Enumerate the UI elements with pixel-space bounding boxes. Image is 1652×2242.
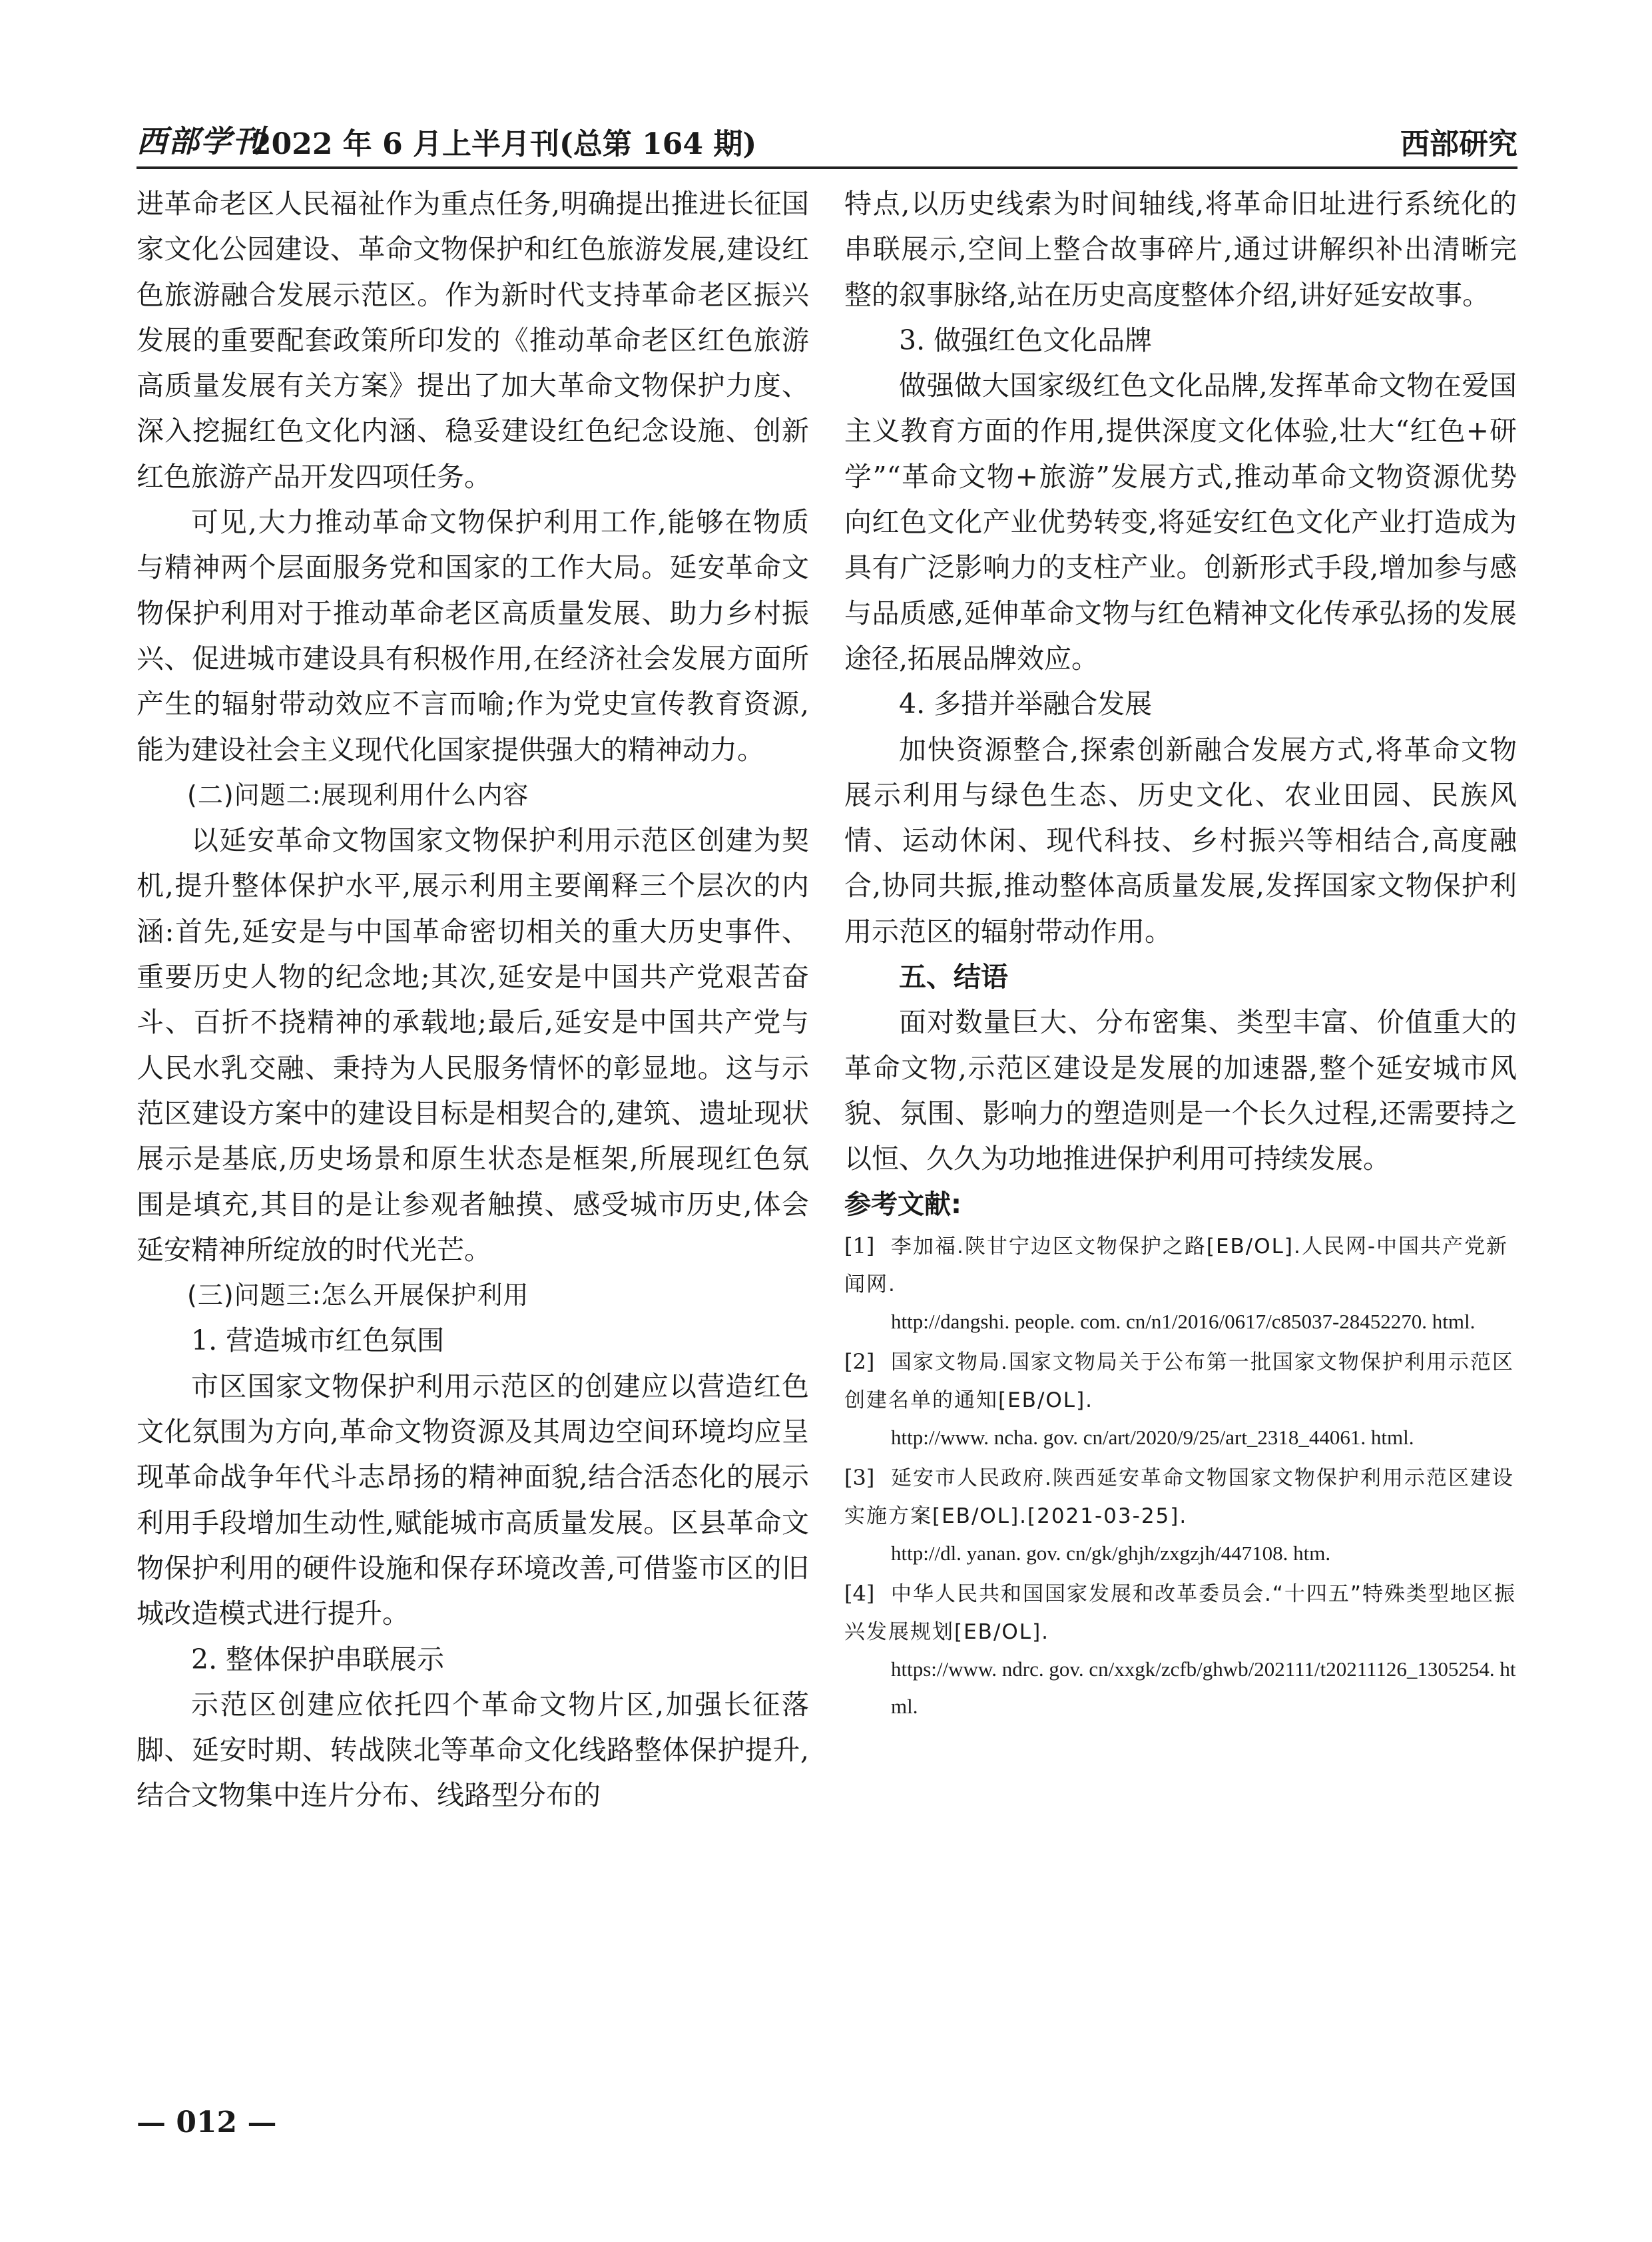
numbered-subheading: 4. 多措并举融合发展 bbox=[899, 688, 1153, 720]
issue-info: 2022 年 6 月上半月刊(总第 164 期) bbox=[251, 127, 757, 161]
reference-url: http://www. ncha. gov. cn/art/2020/9/25/art_2318_44061. html. bbox=[891, 1425, 1414, 1449]
paragraph: 市区国家文物保护利用示范区的创建应以营造红色文化氛围为方向,革命文物资源及其周边空间环境均应呈现革命战争年代斗志昂扬的精神面貌,结合活态化的展示利用手段增加生动性,赋能城市高质量发展。区县革命文物保护利用的硬件设施和保存环境改善,可借鉴市区的旧城改造模式进行提升。 bbox=[137, 1370, 809, 1630]
numbered-subheading: 3. 做强红色文化品牌 bbox=[899, 324, 1153, 356]
reference-text: 李加福.陕甘宁边区文物保护之路[EB/OL].人民网-中国共产党新闻网. bbox=[844, 1234, 1509, 1296]
reference-number: [2] bbox=[844, 1348, 875, 1374]
page-number: — 012 — bbox=[137, 2105, 277, 2139]
references-title: 参考文献: bbox=[844, 1189, 962, 1220]
reference-number: [4] bbox=[844, 1580, 875, 1606]
reference-url: http://dl. yanan. gov. cn/gk/ghjh/zxgzjh/447108. htm. bbox=[891, 1541, 1331, 1565]
paragraph: 以延安革命文物国家文物保护利用示范区创建为契机,提升整体保护水平,展示利用主要阐释三个层次的内涵:首先,延安是与中国革命密切相关的重大历史事件、重要历史人物的纪念地;其次,延安是中国共产党艰苦奋斗、百折不挠精神的承载地;最后,延安是中国共产党与人民水乳交融、秉持为人民服务情怀的彰显地。这与示范区建设方案中的建设目标是相契合的,建筑、遗址现状展示是基底,历史场景和原生状态是框架,所展现红色氛围是填充,其目的是让参观者触摸、感受城市历史,体会延安精神所绽放的时代光芒。 bbox=[137, 824, 809, 1266]
reference-url: http://dangshi. people. com. cn/n1/2016/0617/c85037-28452270. html. bbox=[891, 1309, 1476, 1333]
numbered-subheading: 1. 营造城市红色氛围 bbox=[191, 1324, 445, 1357]
journal-logo: 西部学刊 bbox=[137, 123, 264, 159]
reference-number: [1] bbox=[844, 1233, 875, 1259]
reference-number: [3] bbox=[844, 1464, 875, 1490]
reference-item bbox=[844, 1459, 1517, 1572]
references-list bbox=[844, 1227, 1517, 1725]
section-heading: 五、结语 bbox=[899, 961, 1008, 993]
reference-item bbox=[844, 1343, 1517, 1456]
paragraph: 加快资源整合,探索创新融合发展方式,将革命文物展示利用与绿色生态、历史文化、农业田园、民族风情、运动休闲、现代科技、乡村振兴等相结合,高度融合,协同共振,推动整体高质量发展,发挥国家文物保护利用示范区的辐射带动作用。 bbox=[844, 733, 1517, 948]
paragraph: 进革命老区人民福祉作为重点任务,明确提出推进长征国家文化公园建设、革命文物保护和红色旅游发展,建设红色旅游融合发展示范区。作为新时代支持革命老区振兴发展的重要配套政策所印发的《推动革命老区红色旅游高质量发展有关方案》提出了加大革命文物保护力度、深入挖掘红色文化内涵、稳妥建设红色纪念设施、创新红色旅游产品开发四项任务。 bbox=[137, 188, 809, 493]
paragraph: 示范区创建应依托四个革命文物片区,加强长征落脚、延安时期、转战陕北等革命文化线路整体保护提升,结合文物集中连片分布、线路型分布的 bbox=[137, 1688, 809, 1812]
left-column bbox=[137, 181, 809, 1819]
subheading: (三)问题三:怎么开展保护利用 bbox=[187, 1280, 529, 1310]
section-title: 西部研究 bbox=[1400, 127, 1517, 161]
reference-item bbox=[844, 1227, 1517, 1340]
reference-text: 中华人民共和国国家发展和改革委员会.“十四五”特殊类型地区振兴发展规划[EB/OL]. bbox=[844, 1581, 1516, 1644]
running-header bbox=[137, 113, 1517, 169]
reference-url: https://www. ndrc. gov. cn/xxgk/zcfb/ghwb/202111/t20211126_1305254. html. bbox=[891, 1657, 1516, 1718]
numbered-subheading: 2. 整体保护串联展示 bbox=[191, 1643, 445, 1675]
paragraph: 做强做大国家级红色文化品牌,发挥革命文物在爱国主义教育方面的作用,提供深度文化体验,壮大“红色+研学”“革命文物+旅游”发展方式,推动革命文物资源优势向红色文化产业优势转变,将延安红色文化产业打造成为具有广泛影响力的支柱产业。创新形式手段,增加参与感与品质感,延伸革命文物与红色精神文化传承弘扬的发展途径,拓展品牌效应。 bbox=[844, 370, 1517, 675]
subheading: (二)问题二:展现利用什么内容 bbox=[187, 780, 529, 810]
paragraph: 特点,以历史线索为时间轴线,将革命旧址进行系统化的串联展示,空间上整合故事碎片,通过讲解织补出清晰完整的叙事脉络,站在历史高度整体介绍,讲好延安故事。 bbox=[844, 188, 1517, 311]
paragraph: 面对数量巨大、分布密集、类型丰富、价值重大的革命文物,示范区建设是发展的加速器,整个延安城市风貌、氛围、影响力的塑造则是一个长久过程,还需要持之以恒、久久为功地推进保护利用可持续发展。 bbox=[844, 1006, 1517, 1175]
right-column bbox=[844, 181, 1517, 1728]
reference-text: 国家文物局.国家文物局关于公布第一批国家文物保护利用示范区创建名单的通知[EB/OL]. bbox=[844, 1350, 1514, 1412]
paragraph: 可见,大力推动革命文物保护利用工作,能够在物质与精神两个层面服务党和国家的工作大局。延安革命文物保护利用对于推动革命老区高质量发展、助力乡村振兴、促进城市建设具有积极作用,在经济社会发展方面所产生的辐射带动效应不言而喻;作为党史宣传教育资源,能为建设社会主义现代化国家提供强大的精神动力。 bbox=[137, 506, 809, 766]
reference-text: 延安市人民政府.陕西延安革命文物国家文物保护利用示范区建设实施方案[EB/OL].[2021-03-25]. bbox=[844, 1466, 1514, 1528]
reference-item bbox=[844, 1575, 1517, 1725]
